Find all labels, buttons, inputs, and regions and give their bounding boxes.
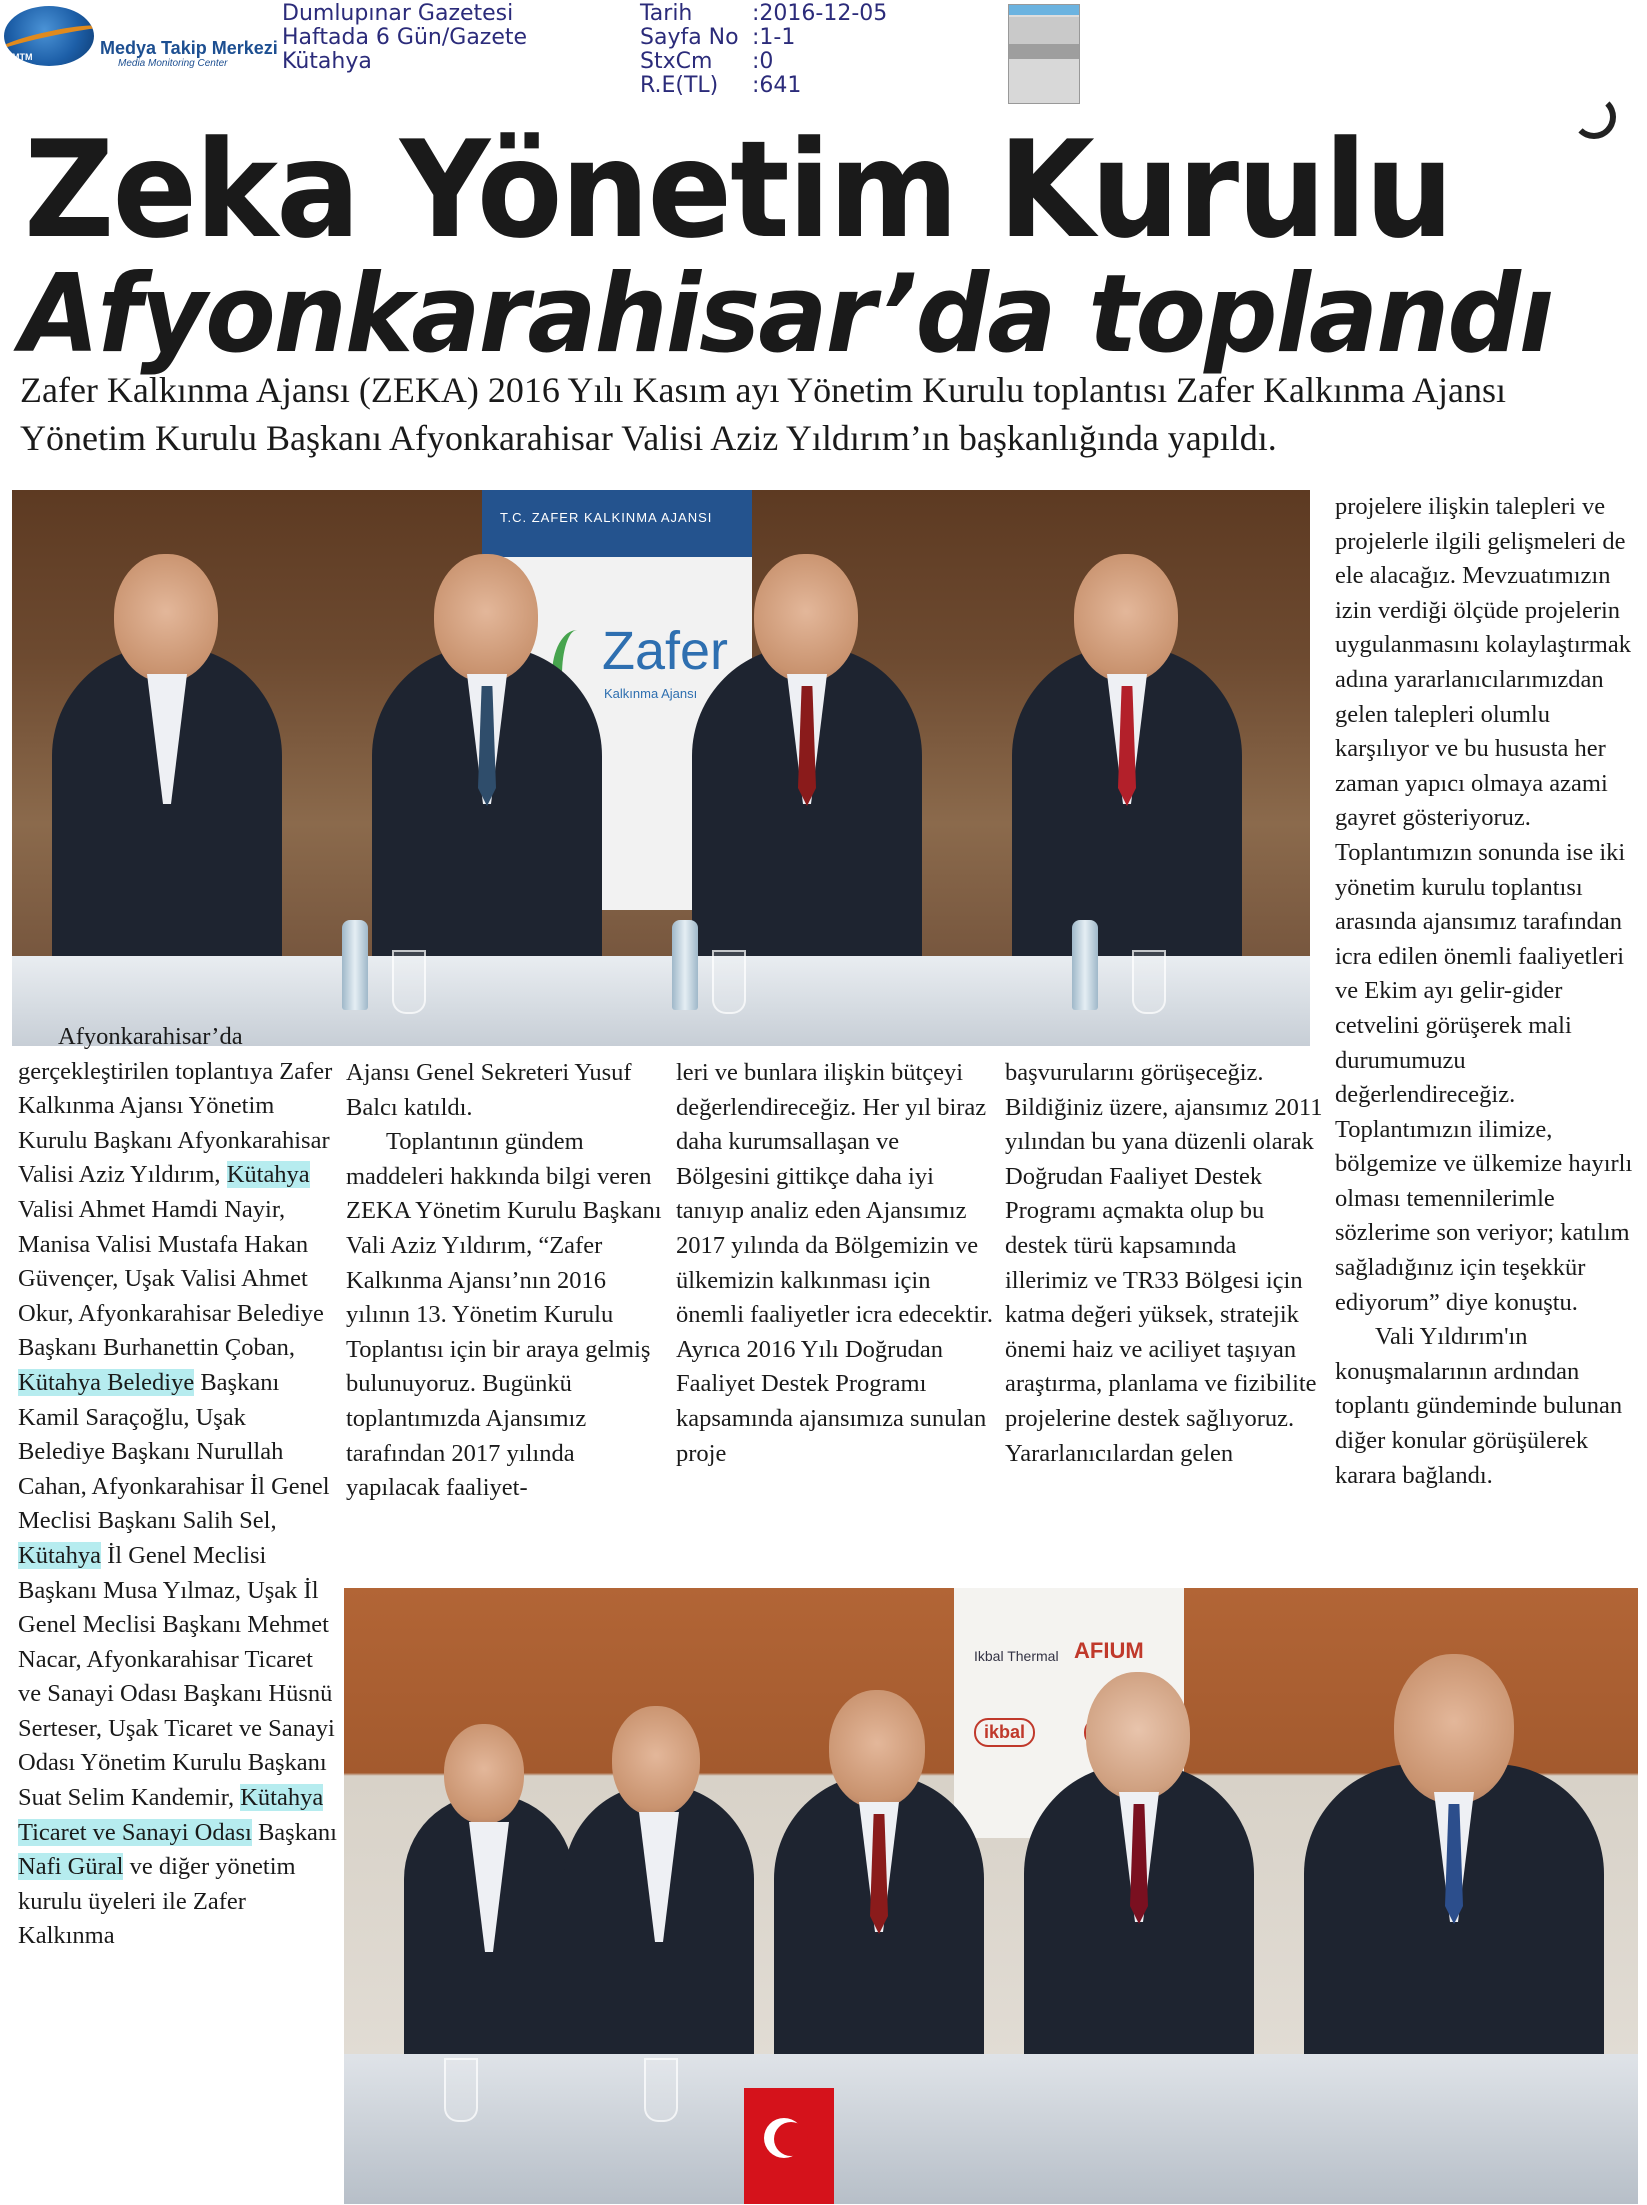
article-column-5 (1335, 490, 1635, 1493)
clipping-fields (640, 2, 887, 98)
photo-meeting-table (344, 1588, 1638, 2204)
highlighted-keyword: Kütahya Ticaret ve Sanayi Odası (18, 1784, 324, 1846)
article-paragraph (18, 1020, 338, 1954)
field-value: :1-1 (752, 25, 796, 50)
highlighted-keyword: Kütahya (226, 1161, 310, 1189)
text-run: ve diğer yönetim kurulu üyeleri ile Zafer Kalkınma (18, 1853, 296, 1950)
sponsor-brand-3: ikbal (974, 1718, 1035, 1747)
water-glass (712, 950, 746, 1014)
banner-top-text: T.C. ZAFER KALKINMA AJANSI (500, 510, 713, 525)
field-value: :641 (752, 73, 802, 98)
highlighted-keyword: Kütahya Belediye (18, 1368, 195, 1396)
person-7 (774, 1774, 984, 2074)
newspaper-name: Dumlupınar Gazetesi (282, 1, 514, 26)
headline-line-1: Zeka Yönetim Kurulu (24, 112, 1452, 268)
water-glass (1132, 950, 1166, 1014)
field-value: :2016-12-05 (752, 1, 888, 26)
water-bottle (1072, 920, 1098, 1010)
field-row (640, 2, 887, 26)
water-bottle (342, 920, 368, 1010)
field-key: StxCm (640, 49, 713, 74)
turkish-flag-icon (744, 2088, 834, 2204)
page-thumbnail[interactable] (1008, 4, 1080, 104)
person-6 (564, 1784, 754, 2064)
article-paragraph: Vali Yıldırım'ın konuşmalarının ardından toplantı gündeminde bulunan diğer konular görüşülerek karara bağlandı. (1335, 1323, 1623, 1489)
water-bottle (672, 920, 698, 1010)
article-column-4 (1005, 1056, 1323, 1471)
field-key: Sayfa No (640, 25, 739, 50)
person-4 (1012, 646, 1242, 976)
article-paragraph: Toplantının gündem maddeleri hakkında bilgi veren ZEKA Yönetim Kurulu Başkanı Vali Aziz Yıldırım, “Zafer Kalkınma Ajansı’nın 2016 yılının 13. Yönetim Kurulu Toplantısı için bir araya gelmiş bulunuyoruz. Bugünkü toplantımızda Ajansımız tarafından 2017 yılında yapılacak faaliyet- (346, 1128, 662, 1502)
banner-logo-text: Zafer (602, 621, 729, 681)
person-8 (1024, 1764, 1254, 2094)
text-run: İl Genel Meclisi Başkanı Musa Yılmaz, Uşak İl Genel Meclisi Başkanı Mehmet Nacar, Afyonkarahisar Ticaret ve Sanayi Odası Başkanı Hüsnü Serteser, Uşak Ticaret ve Sanayi Odası Yönetim Kurulu Başkanı Suat Selim Kandemir, (18, 1541, 335, 1812)
field-row (640, 74, 887, 98)
water-glass (644, 2058, 678, 2122)
highlighted-keyword: Kütahya (18, 1541, 101, 1569)
text-run: Başkanı Kamil Saraçoğlu, Uşak Belediye Başkanı Nurullah Cahan, Afyonkarahisar İl Genel Meclisi Başkanı Salih Sel, (18, 1368, 330, 1535)
photo-board-members (12, 490, 1310, 1046)
article-paragraph: Ajansı Genel Sekreteri Yusuf Balcı katıldı. (346, 1059, 632, 1121)
article-column-2 (346, 1056, 666, 1506)
field-value: :0 (752, 49, 774, 74)
article-paragraph: leri ve bunlara ilişkin bütçeyi değerlendireceğiz. Her yıl biraz daha kurumsallaşan ve Bölgesini gittikçe daha iyi tanıyıp analiz eden Ajansımız 2017 yılında da Bölgemizin ve ülkemizin kalkınması için önemli faaliyetler icra edecektir. Ayrıca 2016 Yılı Doğrudan Faaliyet Destek Programı kapsamında ajansımıza sunulan proje (676, 1059, 993, 1467)
highlighted-keyword: Nafi Güral (18, 1853, 124, 1881)
field-row (640, 50, 887, 74)
text-run: Afyonkarahisar’da gerçekleştirilen toplantıya Zafer Kalkınma Ajansı Yönetim Kurulu Başkanı Afyonkarahisar Valisi Aziz Yıldırım, (18, 1023, 333, 1189)
meeting-table (344, 2054, 1638, 2204)
source-info (282, 2, 527, 74)
article-deck: Zafer Kalkınma Ajansı (ZEKA) 2016 Yılı Kasım ayı Yönetim Kurulu toplantısı Zafer Kalkınma Ajansı Yönetim Kurulu Başkanı Afyonkarahisar Valisi Aziz Yıldırım’ın başkanlığında yapıldı. (20, 370, 1507, 458)
sponsor-brand-2: AFIUM (1074, 1638, 1144, 1663)
text-run: Valisi Ahmet Hamdi Nayir, Manisa Valisi Mustafa Hakan Güvençer, Uşak Valisi Ahmet Okur, Afyonkarahisar Belediye Başkanı Burhanettin Çoban, (18, 1195, 324, 1362)
logo-mark: MTM (12, 52, 33, 62)
article-column-3 (676, 1056, 994, 1471)
person-2 (372, 646, 602, 976)
publication-frequency: Haftada 6 Gün/Gazete (282, 25, 528, 50)
logo-title: Medya Takip Merkezi (100, 38, 278, 58)
field-key: R.E(TL) (640, 73, 719, 98)
article-paragraph: başvurularını görüşeceğiz. Bildiğiniz üzere, ajansımız 2011 yılından bu yana düzenli olarak Doğrudan Faaliyet Destek Programı açmakta olup bu destek türü kapsamında illerimiz ve TR33 Bölgesi için katma değeri yüksek, stratejik önemi haiz ve aciliyet taşıyan araştırma, planlama ve fizibilite projelerine destek sağlıyoruz. Yararlanıcılardan gelen (1005, 1059, 1323, 1467)
field-row (640, 26, 887, 50)
water-glass (444, 2058, 478, 2122)
person-3 (692, 646, 922, 976)
page-fold-mark (1572, 95, 1616, 139)
person-1 (52, 646, 282, 976)
headline-line-2: Afyonkarahisar’da toplandı (20, 252, 1553, 377)
article-column-1 (18, 1020, 338, 1954)
sponsor-brand-1: Ikbal Thermal (974, 1648, 1059, 1664)
text-run: Başkanı (251, 1818, 337, 1846)
banner-sub-text: Kalkınma Ajansı (604, 686, 698, 701)
field-key: Tarih (640, 1, 693, 26)
logo-subtitle: Media Monitoring Center (118, 58, 228, 69)
mtm-globe-logo (4, 6, 94, 66)
water-glass (392, 950, 426, 1014)
article-paragraph: projelere ilişkin talepleri ve projelerle ilgili gelişmeleri de ele alacağız. Mevzuatımızın izin verdiği ölçüde projelerin uygulanmasını kolaylaştırmak adına yararlanıcılarımızdan gelen talepleri olumlu karşılıyor ve bu hususta her zaman yapıcı olmaya azami gayret gösteriyoruz. Toplantımızın sonunda ise iki yönetim kurulu toplantısı arasında ajansımız tarafından icra edilen önemli faaliyetleri ve Ekim ayı gelir-gider cetvelini görüşerek mali durumumuzu değerlendireceğiz. Toplantımızın ilimize, bölgemize ve ülkemize hayırlı olması temennilerimle sözlerime son veriyor; katılım sağladığınız için teşekkür ediyorum” diye konuştu. (1335, 493, 1633, 1316)
publication-city: Kütahya (282, 49, 372, 74)
person-5 (404, 1794, 574, 2054)
